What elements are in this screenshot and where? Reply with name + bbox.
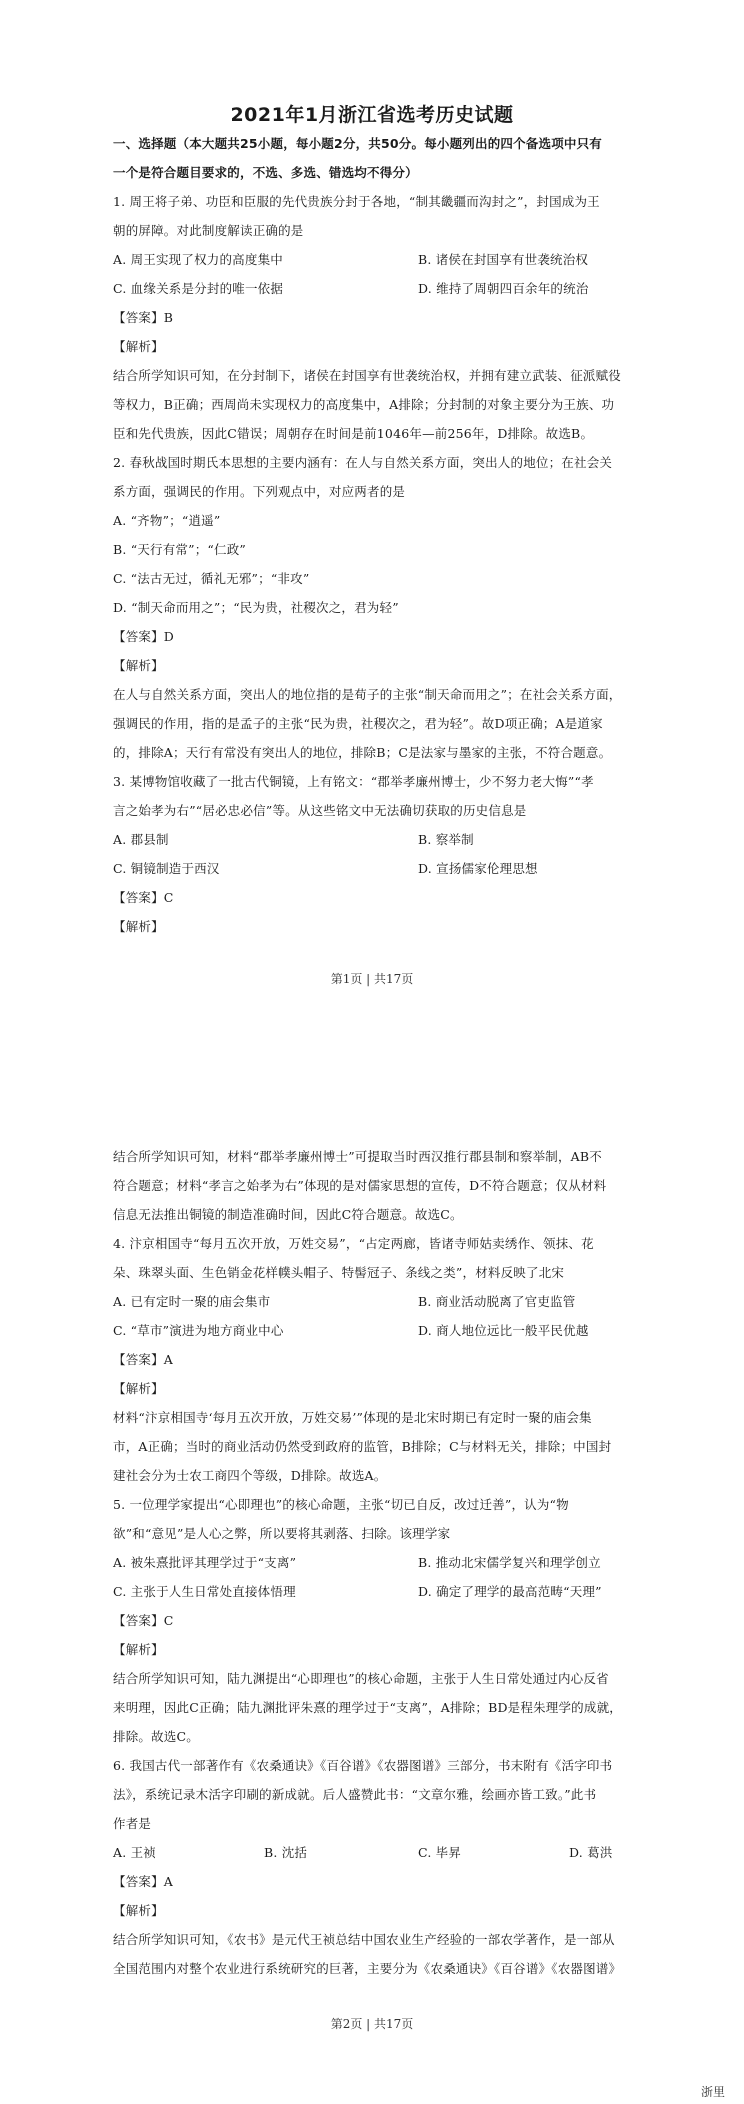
- q5-option-c: C. 主张于人生日常处直接体悟理: [113, 1584, 296, 1599]
- q6-option-b: B. 沈括: [264, 1845, 308, 1860]
- q4-option-d: D. 商人地位远比一般平民优越: [418, 1323, 589, 1338]
- q1-analysis-line: 结合所学知识可知，在分封制下，诸侯在封国享有世袭统治权，并拥有建立武装、征派赋役: [113, 368, 622, 383]
- q5-option-b: B. 推动北宋儒学复兴和理学创立: [418, 1555, 601, 1570]
- q6-option-a: A. 王祯: [113, 1845, 156, 1860]
- q4-option-b: B. 商业活动脱离了官吏监管: [418, 1294, 576, 1309]
- section-heading: 一、选择题（本大题共25小题，每小题2分，共50分。每小题列出的四个备选项中只有: [113, 136, 602, 151]
- page-2: [0, 1130, 744, 2060]
- q4-analysis-line: 市，A正确；当时的商业活动仍然受到政府的监管，B排除；C与材料无关，排除；中国封: [113, 1439, 612, 1454]
- q2-analysis-line: 强调民的作用，指的是孟子的主张“民为贵，社稷次之，君为轻”。故D项正确；A是道家: [113, 716, 603, 731]
- q5-option-d: D. 确定了理学的最高范畴“天理”: [418, 1584, 602, 1599]
- q3-answer: 【答案】C: [113, 890, 174, 905]
- q3-analysis-line: 结合所学知识可知，材料“郡举孝廉州博士”可提取当时西汉推行郡县制和察举制，AB不: [113, 1149, 602, 1164]
- q1-analysis-line: 臣和先代贵族，因此C错误；周朝存在时间是前1046年—前256年，D排除。故选B。: [113, 426, 594, 441]
- q3-analysis-line: 符合题意；材料“孝言之始孝为右”体现的是对儒家思想的宣传，D不符合题意；仅从材料: [113, 1178, 607, 1193]
- q2-option-d: D. “制天命而用之”；“民为贵，社稷次之，君为轻”: [113, 600, 399, 615]
- q6-option-d: D. 葛洪: [569, 1845, 613, 1860]
- q6-stem-cont: 法》，系统记录木活字印刷的新成就。后人盛赞此书：“文章尔雅，绘画亦皆工致。”此书: [113, 1787, 597, 1802]
- q5-analysis-line: 排除。故选C。: [113, 1729, 199, 1744]
- q1-analysis-line: 等权力，B正确；西周尚未实现权力的高度集中，A排除；分封制的对象主要分为王族、功: [113, 397, 615, 412]
- q3-option-b: B. 察举制: [418, 832, 474, 847]
- q6-analysis-line: 结合所学知识可知，《农书》是元代王祯总结中国农业生产经验的一部农学著作，是一部从: [113, 1932, 615, 1947]
- q5-stem-cont: 欲”和“意见”是人心之弊，所以要将其剥落、扫除。该理学家: [113, 1526, 451, 1541]
- q1-stem-cont: 朝的屏障。对此制度解读正确的是: [113, 223, 304, 238]
- q4-option-a: A. 已有定时一聚的庙会集市: [113, 1294, 271, 1309]
- page-footer: 第1页 | 共17页: [330, 972, 414, 986]
- q2-analysis-line: 在人与自然关系方面，突出人的地位指的是荀子的主张“制天命而用之”；在社会关系方面，: [113, 687, 622, 702]
- q5-option-a: A. 被朱熹批评其理学过于“支离”: [113, 1555, 297, 1570]
- q4-answer: 【答案】A: [113, 1352, 174, 1367]
- q6-option-c: C. 毕昇: [418, 1845, 462, 1860]
- q1-option-a: A. 周王实现了权力的高度集中: [113, 252, 283, 267]
- q2-stem: 2. 春秋战国时期氏本思想的主要内涵有：在人与自然关系方面，突出人的地位；在社会关: [113, 455, 613, 470]
- q5-stem: 5. 一位理学家提出“心即理也”的核心命题，主张“切已自反，改过迁善”，认为“物: [113, 1497, 569, 1512]
- q6-analysis-label: 【解析】: [113, 1903, 164, 1918]
- q3-analysis-label: 【解析】: [113, 919, 164, 934]
- q2-analysis-label: 【解析】: [113, 658, 164, 673]
- exam-title: 2021年1月浙江省选考历史试题: [230, 104, 514, 126]
- q1-analysis-label: 【解析】: [113, 339, 164, 354]
- q1-option-b: B. 诸侯在封国享有世袭统治权: [418, 252, 589, 267]
- q5-answer: 【答案】C: [113, 1613, 174, 1628]
- q5-analysis-label: 【解析】: [113, 1642, 164, 1657]
- q4-analysis-line: 建社会分为士农工商四个等级，D排除。故选A。: [113, 1468, 387, 1483]
- q1-option-d: D. 维持了周朝四百余年的统治: [418, 281, 589, 296]
- q4-stem-cont: 朵、珠翠头面、生色销金花样幞头帽子、特髻冠子、条线之类”，材料反映了北宋: [113, 1265, 565, 1280]
- q6-analysis-line: 全国范围内对整个农业进行系统研究的巨著，主要分为《农桑通诀》《百谷谱》《农器图谱》: [113, 1961, 622, 1976]
- q6-stem: 6. 我国古代一部著作有《农桑通诀》《百谷谱》《农器图谱》三部分，书末附有《活字印书: [113, 1758, 613, 1773]
- corner-mark: 浙里: [701, 2085, 726, 2099]
- q4-stem: 4. 汴京相国寺“每月五次开放，万姓交易”，“占定两廊，皆诸寺师姑卖绣作、领抹、花: [113, 1236, 594, 1251]
- section-heading-cont: 一个是符合题目要求的，不选、多选、错选均不得分）: [113, 165, 418, 180]
- q2-stem-cont: 系方面，强调民的作用。下列观点中，对应两者的是: [113, 484, 406, 499]
- q2-option-b: B. “天行有常”；“仁政”: [113, 542, 246, 557]
- q3-option-d: D. 宣扬儒家伦理思想: [418, 861, 538, 876]
- q1-answer: 【答案】B: [113, 310, 174, 325]
- q1-stem: 1. 周王将子弟、功臣和臣服的先代贵族分封于各地，“制其畿疆而沟封之”，封国成为王: [113, 194, 600, 209]
- q2-analysis-line: 的，排除A；天行有常没有突出人的地位，排除B；C是法家与墨家的主张，不符合题意。: [113, 745, 612, 760]
- q6-stem-cont: 作者是: [113, 1816, 152, 1831]
- q3-analysis-line: 信息无法推出铜镜的制造准确时间，因此C符合题意。故选C。: [113, 1207, 463, 1222]
- page-1: [0, 0, 744, 1010]
- q2-option-a: A. “齐物”；“逍遥”: [113, 513, 221, 528]
- q4-analysis-line: 材料“汴京相国寺‘每月五次开放，万姓交易’”体现的是北宋时期已有定时一聚的庙会集: [113, 1410, 592, 1425]
- q6-answer: 【答案】A: [113, 1874, 174, 1889]
- q3-option-a: A. 郡县制: [113, 832, 169, 847]
- q3-stem-cont: 言之始孝为右”“居必忠必信”等。从这些铭文中无法确切获取的历史信息是: [113, 803, 527, 818]
- q3-option-c: C. 铜镜制造于西汉: [113, 861, 220, 876]
- q2-option-c: C. “法古无过，循礼无邪”；“非攻”: [113, 571, 310, 586]
- q5-analysis-line: 结合所学知识可知，陆九渊提出“心即理也”的核心命题，主张于人生日常处通过内心反省: [113, 1671, 609, 1686]
- q5-analysis-line: 来明理，因此C正确；陆九渊批评朱熹的理学过于“支离”，A排除；BD是程朱理学的成就，: [113, 1700, 622, 1715]
- q3-stem: 3. 某博物馆收藏了一批古代铜镜，上有铭文：“郡举孝廉州博士，少不努力老大悔”“孝: [113, 774, 594, 789]
- q2-answer: 【答案】D: [113, 629, 175, 644]
- q4-option-c: C. “草市”演进为地方商业中心: [113, 1323, 284, 1338]
- q1-option-c: C. 血缘关系是分封的唯一依据: [113, 281, 284, 296]
- q4-analysis-label: 【解析】: [113, 1381, 164, 1396]
- page-footer: 第2页 | 共17页: [330, 2017, 414, 2031]
